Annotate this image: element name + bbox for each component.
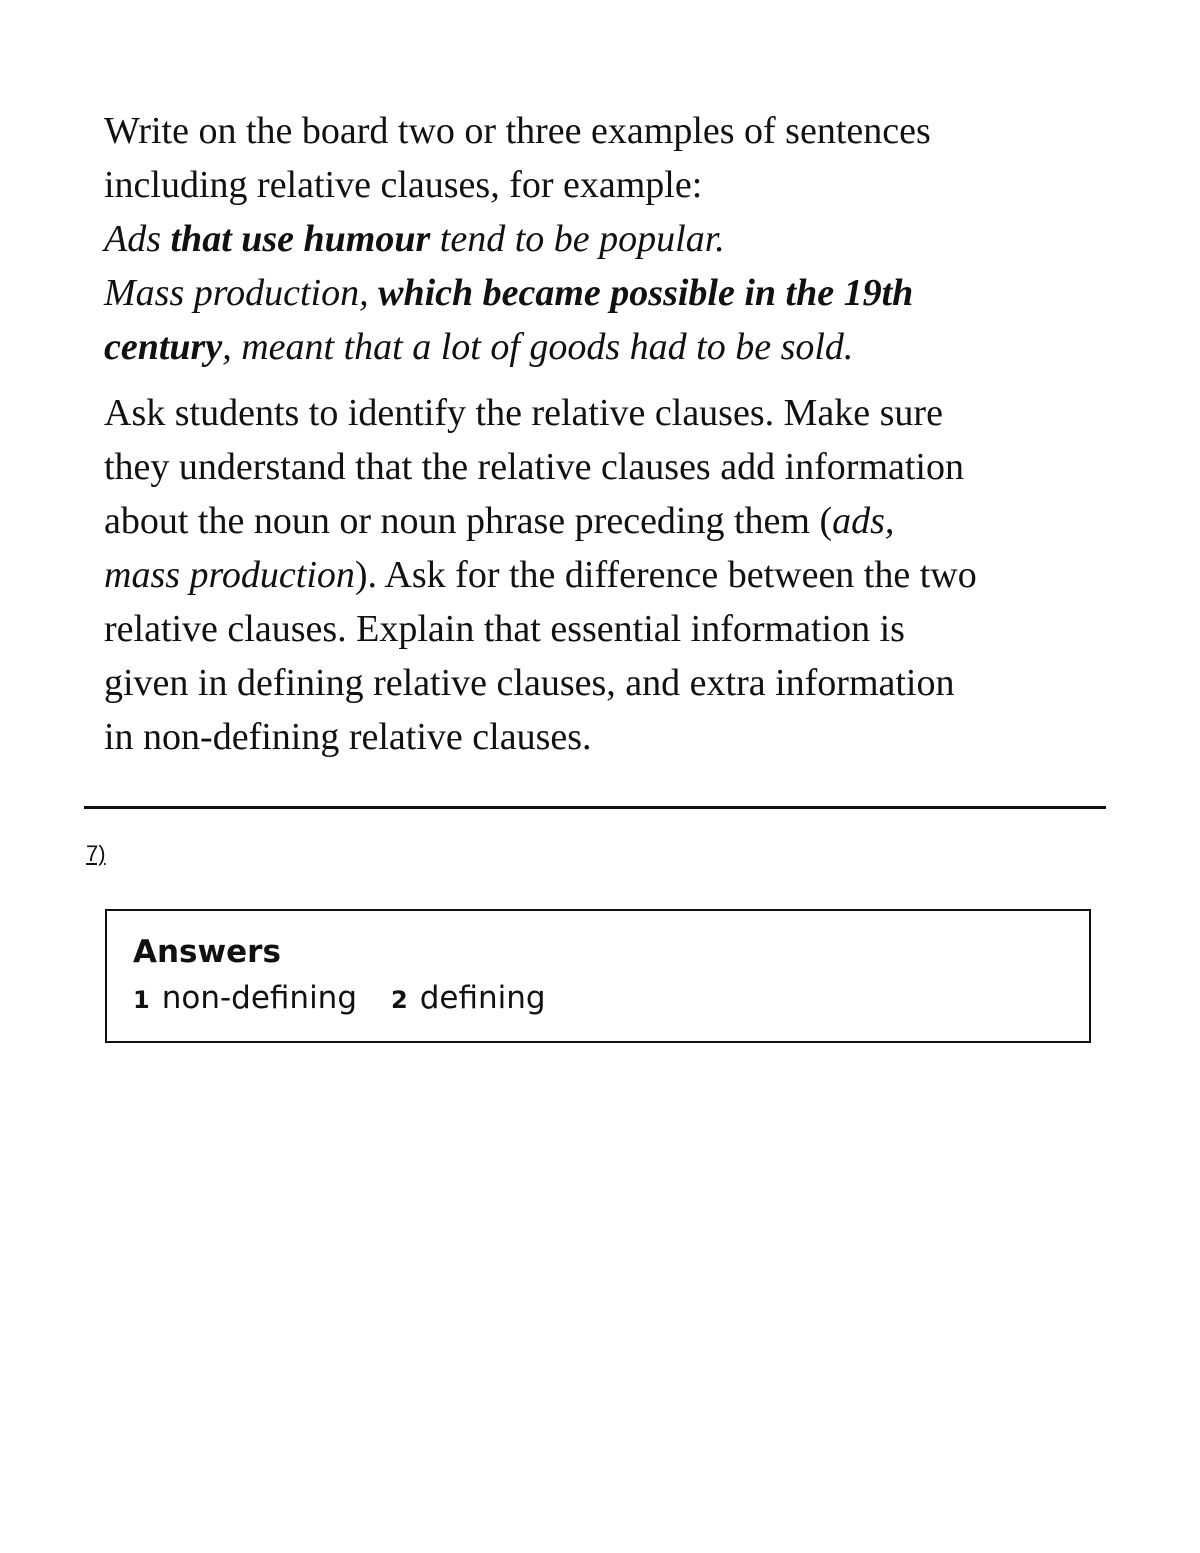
answer-number: 1 [133,986,150,1014]
explanation-line-2: they understand that the relative clauses add information [104,446,964,488]
instruction-line-1: Write on the board two or three examples of sentences [104,110,931,152]
example-sentence-2-line-1: Mass production, which became possible in the 19th [104,272,914,314]
explanation-paragraph [104,386,1114,764]
instruction-paragraph [104,104,1114,374]
explanation-line-3: about the noun or noun phrase preceding them (ads, [104,500,895,542]
answer-text: non-defining [161,980,358,1016]
answer-text: defining [419,980,546,1016]
explanation-line-6: given in defining relative clauses, and extra information [104,662,955,704]
answers-list [133,979,546,1019]
non-defining-clause-part-2: century [104,326,223,368]
footnote-reference: 7) [86,841,106,866]
explanation-line-1: Ask students to identify the relative clauses. Make sure [104,392,943,434]
answers-box [105,909,1091,1043]
explanation-line-4: mass production). Ask for the difference between the two [104,554,977,596]
example-sentence-2-line-2: century, meant that a lot of goods had to be sold. [104,326,854,368]
defining-clause: that use humour [170,218,431,260]
example-sentence-1: Ads that use humour tend to be popular. [104,218,725,260]
explanation-line-5: relative clauses. Explain that essential information is [104,608,905,650]
answer-number: 2 [391,986,408,1014]
teacher-notes [104,104,1114,764]
explanation-line-7: in non-defining relative clauses. [104,716,592,758]
section-divider [84,806,1106,809]
answers-title: Answers [133,934,281,970]
non-defining-clause-part-1: which became possible in the 19th [378,272,914,314]
instruction-line-2: including relative clauses, for example: [104,164,703,206]
